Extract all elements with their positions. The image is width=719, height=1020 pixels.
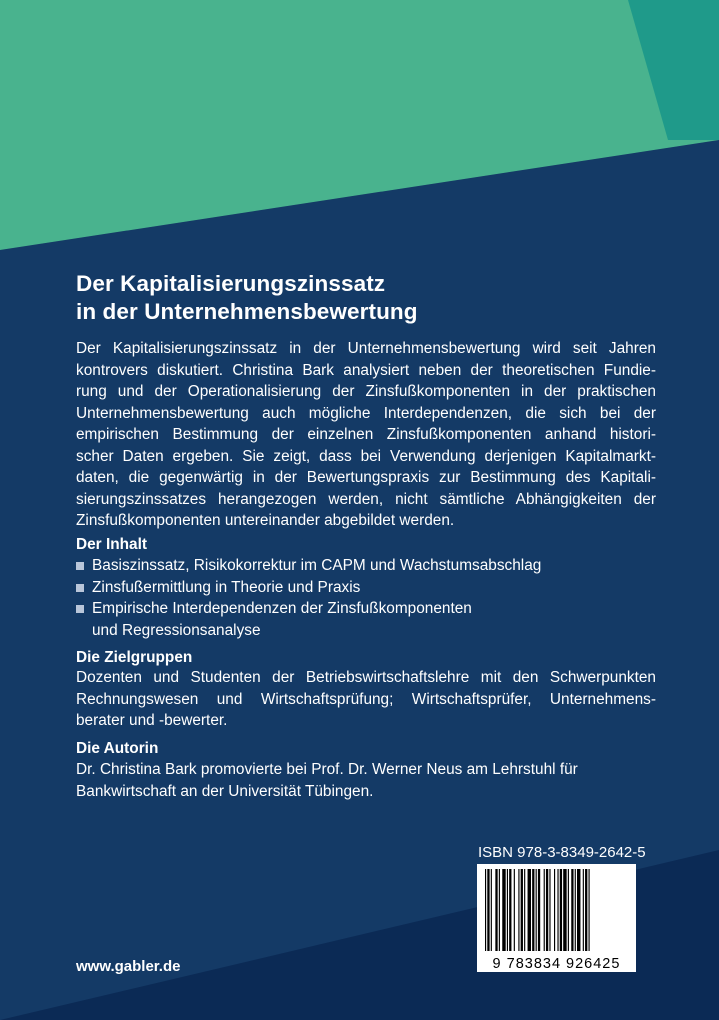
zielgruppen-paragraph [76, 667, 656, 732]
publisher-website: www.gabler.de [76, 958, 181, 975]
barcode-bar [485, 869, 486, 951]
barcode-bar [521, 869, 523, 951]
text-line: berater und -bewerter. [76, 712, 228, 729]
bullet-square-icon [76, 584, 84, 592]
inhalt-heading: Der Inhalt [76, 536, 147, 553]
barcode-bar [568, 869, 569, 951]
barcode-bar [524, 869, 525, 951]
list-item-text: Basiszinssatz, Risikokorrektur im CAPM und Wachstumsabschlag [92, 557, 542, 574]
isbn-label: ISBN 978-3-8349-2642-5 [478, 844, 646, 861]
title-line: in der Unternehmensbewertung [76, 299, 418, 324]
barcode-bar [536, 869, 537, 951]
barcode-bar [538, 869, 540, 951]
autorin-paragraph [76, 759, 656, 802]
barcode-bar [509, 869, 511, 951]
barcode-bar [563, 869, 566, 951]
barcode-bar [583, 869, 584, 951]
barcode-bar [589, 869, 590, 951]
list-item [76, 598, 656, 641]
title-line: Der Kapitalisierungszinssatz [76, 271, 386, 296]
text-line: Zinsfußkomponenten untereinander abgebildet werden. [76, 512, 455, 529]
text-line: Unternehmensbewertung auch mögliche Interdependenzen, die sich bei der [76, 404, 656, 422]
text-line: kontrovers diskutiert. Christina Bark analysiert neben der theoretischen Fundie- [76, 361, 656, 379]
barcode-bar [499, 869, 500, 951]
book-title [76, 270, 418, 326]
barcode-graphic [477, 864, 636, 972]
barcode-bar [546, 869, 548, 951]
bullet-square-icon [76, 605, 84, 613]
barcode-digits: 9 783834 926425 [492, 956, 621, 972]
barcode-bar [549, 869, 550, 951]
list-item-continuation: und Regressionsanalyse [92, 621, 261, 639]
text-line: Dr. Christina Bark promovierte bei Prof. Dr. Werner Neus am Lehrstuhl für [76, 761, 578, 778]
text-line: Dozenten und Studenten der Betriebswirtschaftslehre mit den Schwerpunkten [76, 669, 656, 686]
barcode-bar [560, 869, 562, 951]
text-line: Bankwirtschaft an der Universität Tübingen. [76, 782, 374, 800]
text-line: Der Kapitalisierungszinssatz in der Unternehmensbewertung wird seit Jahren [76, 340, 656, 357]
autorin-heading: Die Autorin [76, 740, 159, 757]
barcode-bar [495, 869, 497, 951]
barcode-bar [507, 869, 508, 951]
text-line: daten, die gegenwärtig in der Bewertungspraxis zur Bestimmung des Kapitali- [76, 469, 656, 486]
barcode-bar [528, 869, 531, 951]
barcode-bar [502, 869, 505, 951]
isbn-barcode [477, 864, 636, 972]
barcode-bar [544, 869, 545, 951]
barcode-bar [575, 869, 576, 951]
barcode-bar [554, 869, 555, 951]
barcode-bar [514, 869, 515, 951]
barcode-bar [487, 869, 489, 951]
text-line: Rechnungswesen und Wirtschaftsprüfung; Wirtschaftsprüfer, Unternehmens- [76, 690, 656, 708]
barcode-bar [585, 869, 587, 951]
list-item-text: Zinsfußermittlung in Theorie und Praxis [92, 578, 361, 596]
zielgruppen-heading: Die Zielgruppen [76, 649, 193, 666]
text-line: rung und der Operationalisierung der Zinsfußkomponenten in der praktischen [76, 383, 656, 400]
barcode-bar [557, 869, 558, 951]
bullet-square-icon [76, 562, 84, 570]
barcode-bars [485, 869, 590, 951]
list-item-text: Empirische Interdependenzen der Zinsfußkomponenten [92, 600, 472, 617]
list-item [76, 555, 656, 577]
barcode-bar [518, 869, 519, 951]
text-line: empirischen Bestimmung der einzelnen Zinsfußkomponenten anhand histori- [76, 426, 656, 443]
intro-paragraph [76, 338, 656, 532]
barcode-bar [491, 869, 492, 951]
barcode-bar [532, 869, 534, 951]
inhalt-list [76, 555, 656, 641]
list-item [76, 577, 656, 599]
barcode-bar [577, 869, 580, 951]
text-line: sierungszinssatzes herangezogen werden, nicht sämtliche Abhängigkeiten der [76, 490, 656, 508]
barcode-bar [571, 869, 573, 951]
text-line: scher Daten ergeben. Sie zeigt, dass bei Verwendung derjenigen Kapitalmarkt- [76, 447, 656, 465]
